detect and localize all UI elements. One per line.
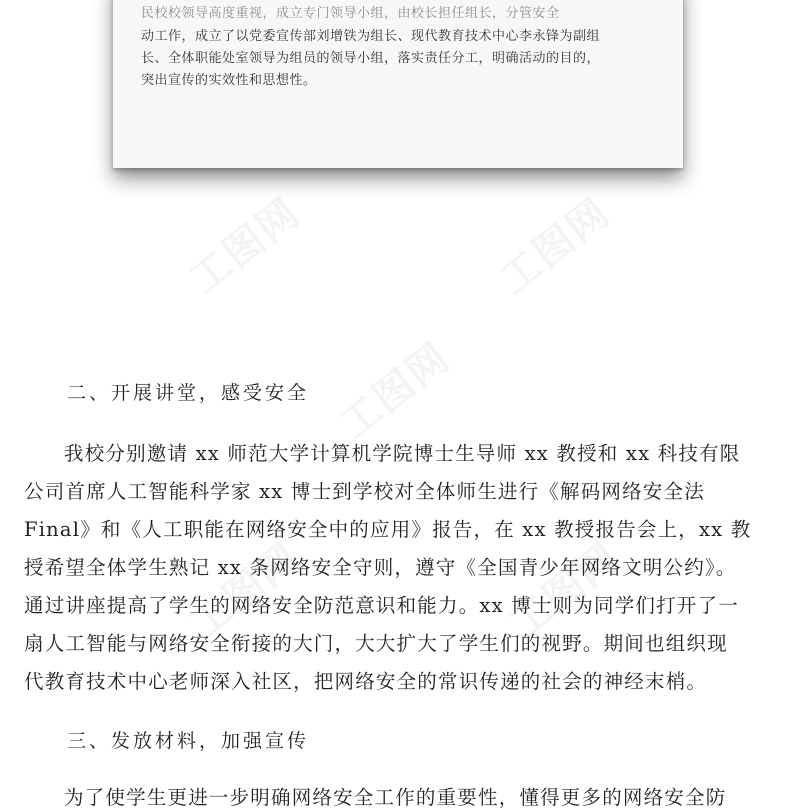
paragraph-line: 公司首席人工智能科学家 xx 博士到学校对全体师生进行《解码网络安全法 bbox=[24, 480, 705, 503]
card-line: 动工作，成立了以党委宣传部刘增铁为组长、现代教育技术中心李永锋为副组 bbox=[141, 29, 601, 44]
watermark: 工图网 bbox=[491, 189, 619, 304]
paragraph-line: 为了使学生更进一步明确网络安全工作的重要性，懂得更多的网络安全防 bbox=[64, 786, 727, 809]
paragraph-line: 我校分别邀请 xx 师范大学计算机学院博士生导师 xx 教授和 xx 科技有限 bbox=[64, 442, 741, 465]
watermark: 工图网 bbox=[181, 189, 309, 304]
paragraph-line: 通过讲座提高了学生的网络安全防范意识和能力。xx 博士则为同学们打开了一 bbox=[24, 594, 739, 617]
card-line: 突出宣传的实效性和思想性。 bbox=[141, 73, 317, 88]
document-page-preview bbox=[113, 0, 683, 168]
paragraph-line: 授希望全体学生熟记 xx 条网络安全守则，遵守《全国青少年网络文明公约》。 bbox=[24, 556, 737, 579]
watermark: 工图网 bbox=[501, 534, 629, 649]
paragraph-line: 代教育技术中心老师深入社区，把网络安全的常识传递的社会的神经末梢。 bbox=[24, 670, 708, 693]
paragraph-line: Final》和《人工职能在网络安全中的应用》报告，在 xx 教授报告会上，xx 教 bbox=[24, 518, 752, 541]
section-heading: 三、发放材料，加强宣传 bbox=[67, 730, 310, 752]
watermark: 工图网 bbox=[181, 534, 309, 649]
watermark: 工图网 bbox=[331, 334, 459, 449]
card-line: 民校校领导高度重视，成立专门领导小组，由校长担任组长，分管安全 bbox=[141, 6, 560, 21]
card-line: 长、全体职能处室领导为组员的领导小组，落实责任分工，明确活动的目的， bbox=[141, 51, 601, 66]
section-heading: 二、开展讲堂，感受安全 bbox=[67, 382, 310, 404]
paragraph-line: 扇人工智能与网络安全衔接的大门，大大扩大了学生们的视野。期间也组织现 bbox=[24, 632, 728, 655]
